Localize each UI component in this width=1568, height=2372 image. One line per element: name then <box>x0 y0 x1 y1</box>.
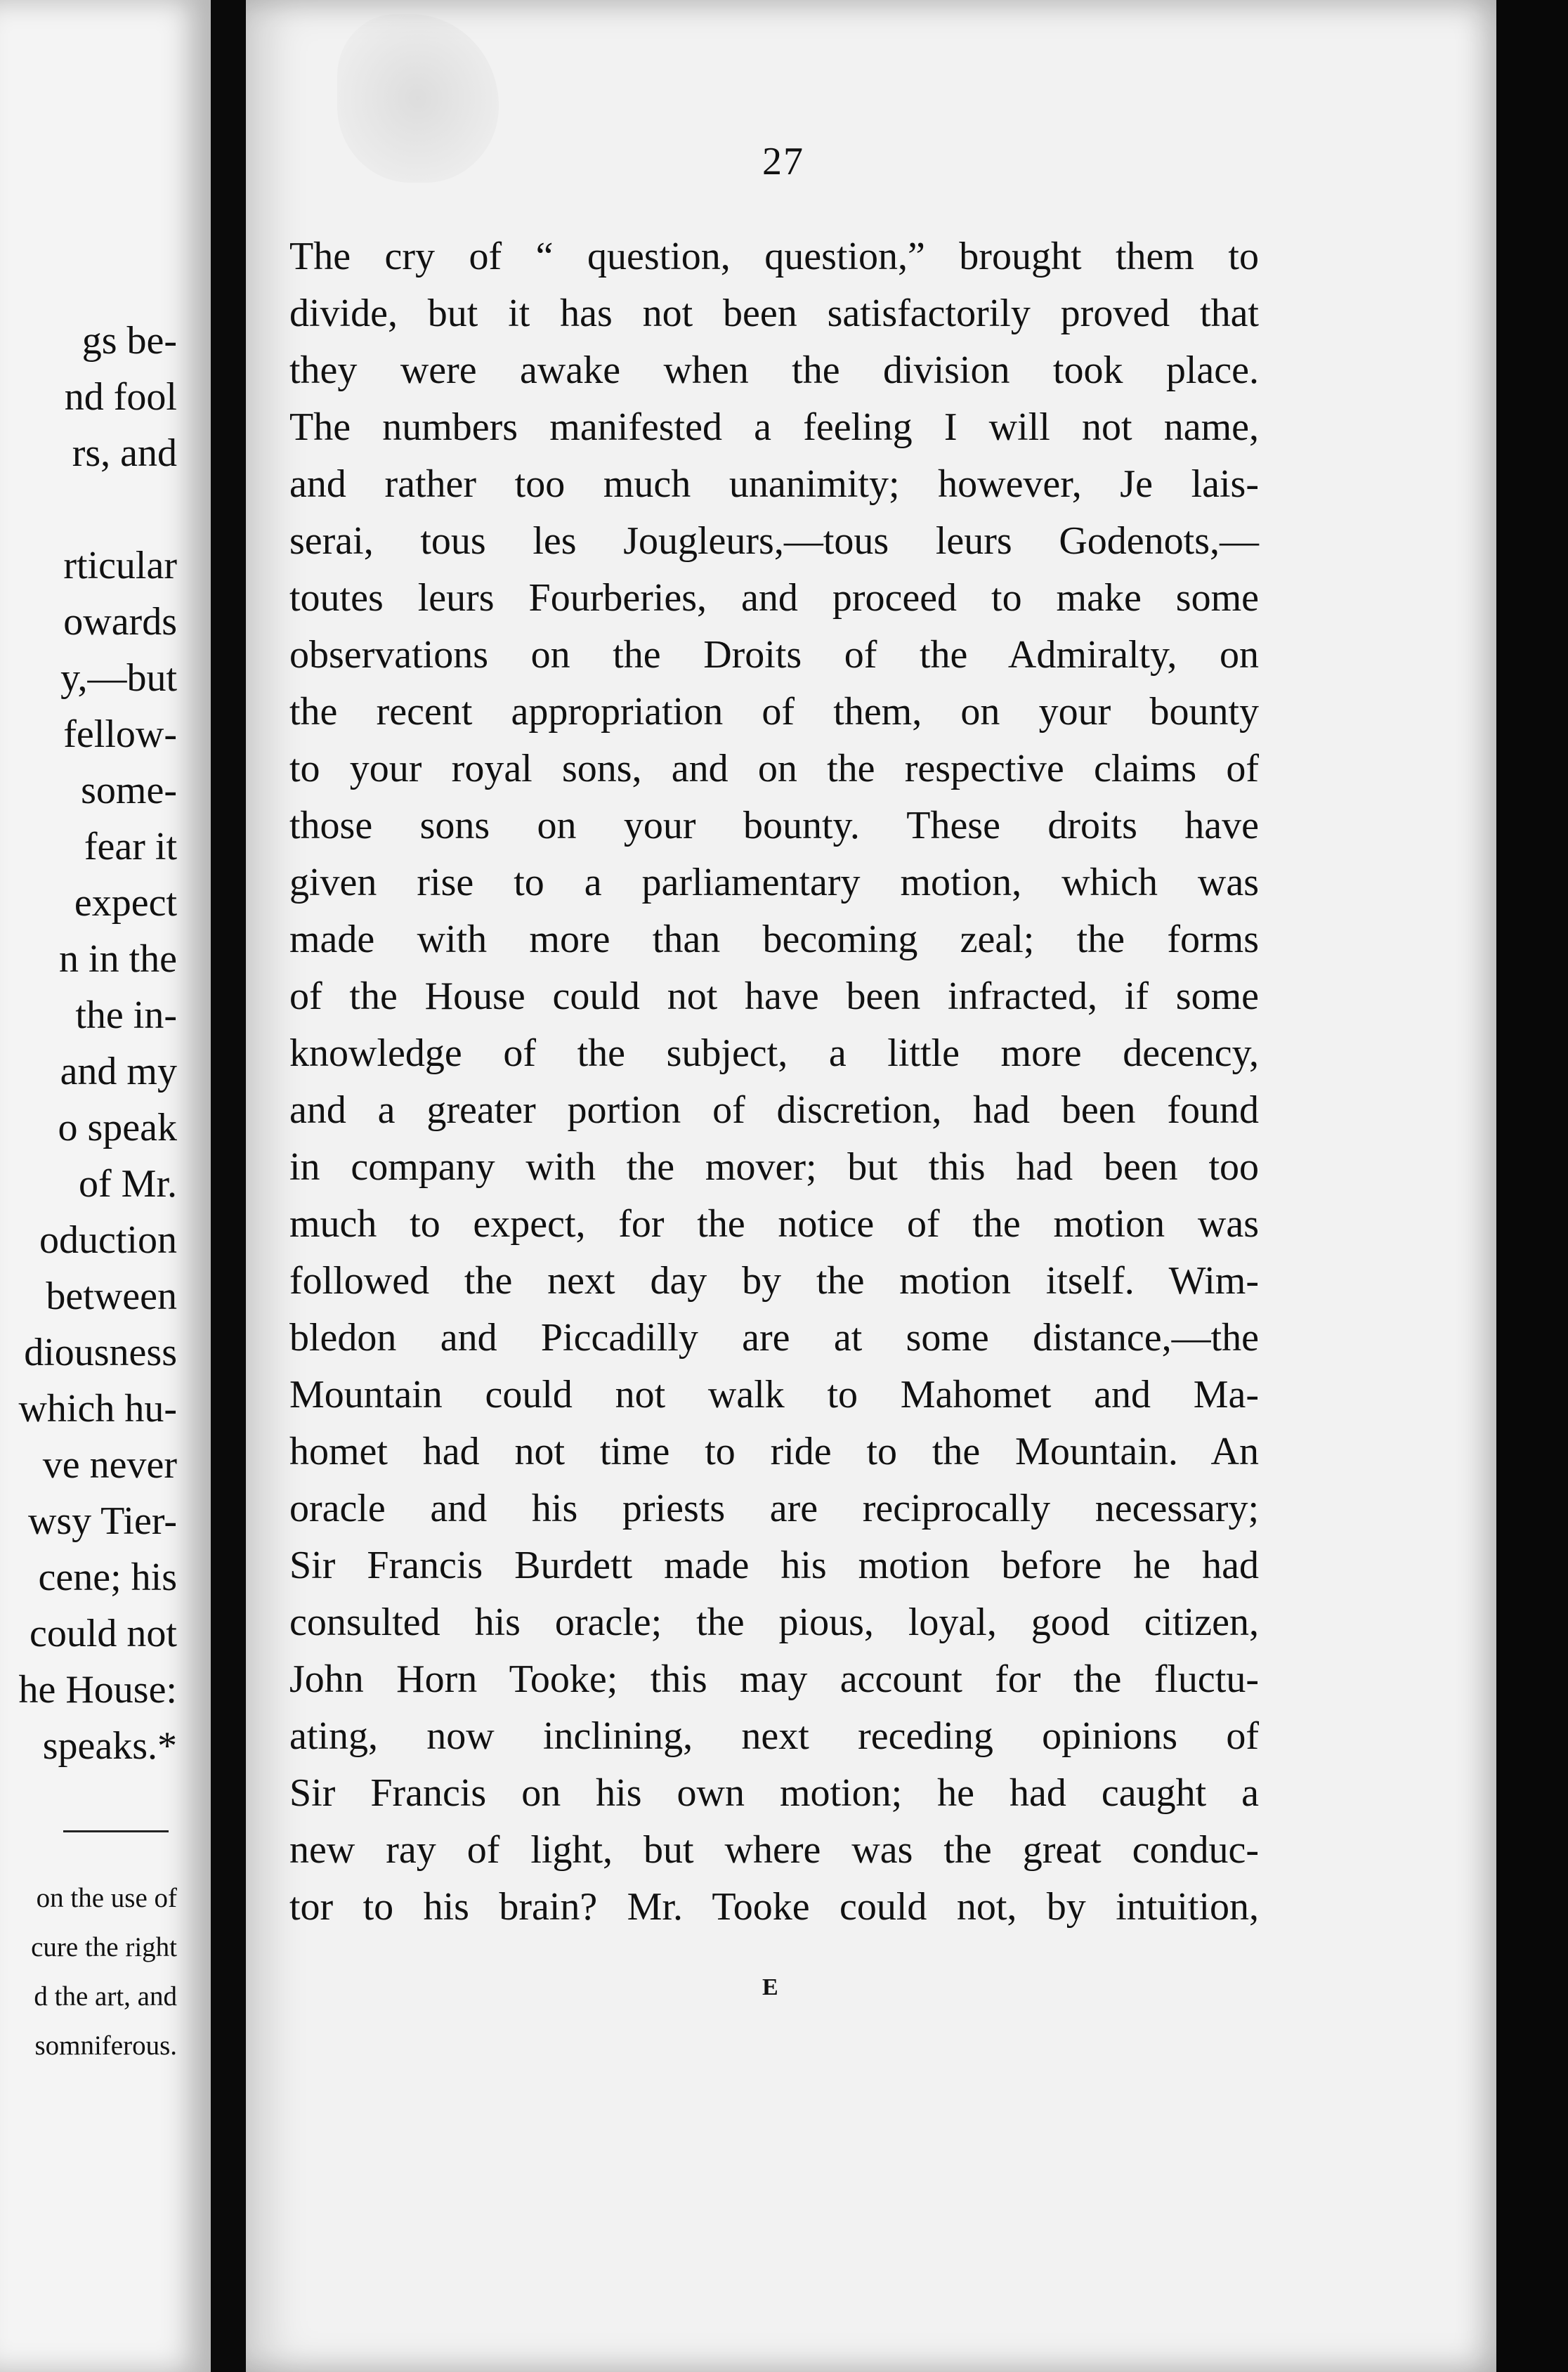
left-line: of Mr. <box>79 1162 177 1206</box>
left-footnote-line: somniferous. <box>34 2031 177 2061</box>
left-line: diousness <box>24 1331 177 1374</box>
left-line: oduction <box>39 1218 177 1262</box>
left-line: rs, and <box>72 431 177 475</box>
left-line: gs be- <box>81 319 177 363</box>
page-edge <box>1496 0 1568 2372</box>
left-footnote-line: d the art, and <box>34 1981 177 2012</box>
left-line: speaks.* <box>42 1724 177 1768</box>
text-line: oracle and his priests are reciprocally necessary; <box>289 1487 1259 1530</box>
text-line: Sir Francis Burdett made his motion before he had <box>289 1544 1259 1587</box>
text-line: the recent appropriation of them, on your bounty <box>289 690 1259 734</box>
left-page <box>0 0 211 2372</box>
footnote-rule <box>63 1830 169 1832</box>
left-line: fear it <box>84 825 177 868</box>
left-line: could not <box>30 1612 177 1655</box>
left-line: fellow- <box>63 712 177 756</box>
left-line: ve never <box>42 1443 177 1487</box>
left-line: some- <box>81 769 177 812</box>
text-line: observations on the Droits of the Admiralty, on <box>289 633 1259 677</box>
text-line: given rise to a parliamentary motion, which was <box>289 861 1259 904</box>
text-line: those sons on your bounty. These droits have <box>289 804 1259 847</box>
left-line: owards <box>63 600 177 644</box>
text-line: knowledge of the subject, a little more decency, <box>289 1031 1259 1075</box>
text-line: The cry of “ question, question,” brought them to <box>289 235 1259 278</box>
left-line: y,—but <box>60 656 177 700</box>
text-line: in company with the mover; but this had been too <box>289 1145 1259 1189</box>
left-footnote-line: cure the right <box>31 1932 177 1962</box>
text-line: and rather too much unanimity; however, Je lais- <box>289 462 1259 506</box>
left-line: which hu- <box>18 1387 177 1431</box>
text-line: The numbers manifested a feeling I will not name, <box>289 405 1259 449</box>
left-line: nd fool <box>64 375 177 419</box>
text-line: Sir Francis on his own motion; he had caught a <box>289 1771 1259 1815</box>
book-gutter <box>211 0 246 2372</box>
text-line: bledon and Piccadilly are at some distance,—the <box>289 1316 1259 1360</box>
text-line: divide, but it has not been satisfactorily proved that <box>289 292 1259 335</box>
left-line: rticular <box>63 544 177 587</box>
text-line: tor to his brain? Mr. Tooke could not, by intuition, <box>289 1885 1259 1929</box>
text-line: Mountain could not walk to Mahomet and Ma- <box>289 1373 1259 1416</box>
signature-mark: E <box>762 1974 778 2000</box>
text-line: followed the next day by the motion itself. Wim- <box>289 1259 1259 1303</box>
left-line: n in the <box>59 937 177 981</box>
text-line: much to expect, for the notice of the motion was <box>289 1202 1259 1246</box>
left-line: wsy Tier- <box>27 1499 177 1543</box>
left-line: cene; his <box>38 1556 177 1599</box>
left-line: and my <box>60 1050 177 1093</box>
text-line: new ray of light, but where was the great conduc- <box>289 1828 1259 1872</box>
text-line: homet had not time to ride to the Mountain. An <box>289 1430 1259 1473</box>
page-stain <box>337 14 499 183</box>
text-line: of the House could not have been infracted, if some <box>289 975 1259 1018</box>
text-line: serai, tous les Jougleurs,—tous leurs Godenots,— <box>289 519 1259 563</box>
text-line: ating, now inclining, next receding opinions of <box>289 1714 1259 1758</box>
left-line: the in- <box>75 993 177 1037</box>
text-line: and a greater portion of discretion, had been found <box>289 1088 1259 1132</box>
text-line: to your royal sons, and on the respective claims of <box>289 747 1259 790</box>
left-line: between <box>46 1275 177 1318</box>
text-line: John Horn Tooke; this may account for the fluctu- <box>289 1657 1259 1701</box>
left-footnote-line: on the use of <box>36 1883 177 1913</box>
text-line: made with more than becoming zeal; the forms <box>289 918 1259 961</box>
left-line: he House: <box>18 1668 177 1712</box>
left-line: o speak <box>58 1106 177 1149</box>
text-line: toutes leurs Fourberies, and proceed to make some <box>289 576 1259 620</box>
left-line: expect <box>74 881 177 925</box>
page-number: 27 <box>762 140 804 183</box>
text-line: consulted his oracle; the pious, loyal, good citizen, <box>289 1601 1259 1644</box>
text-line: they were awake when the division took place. <box>289 348 1259 392</box>
body-text <box>289 228 1259 1936</box>
